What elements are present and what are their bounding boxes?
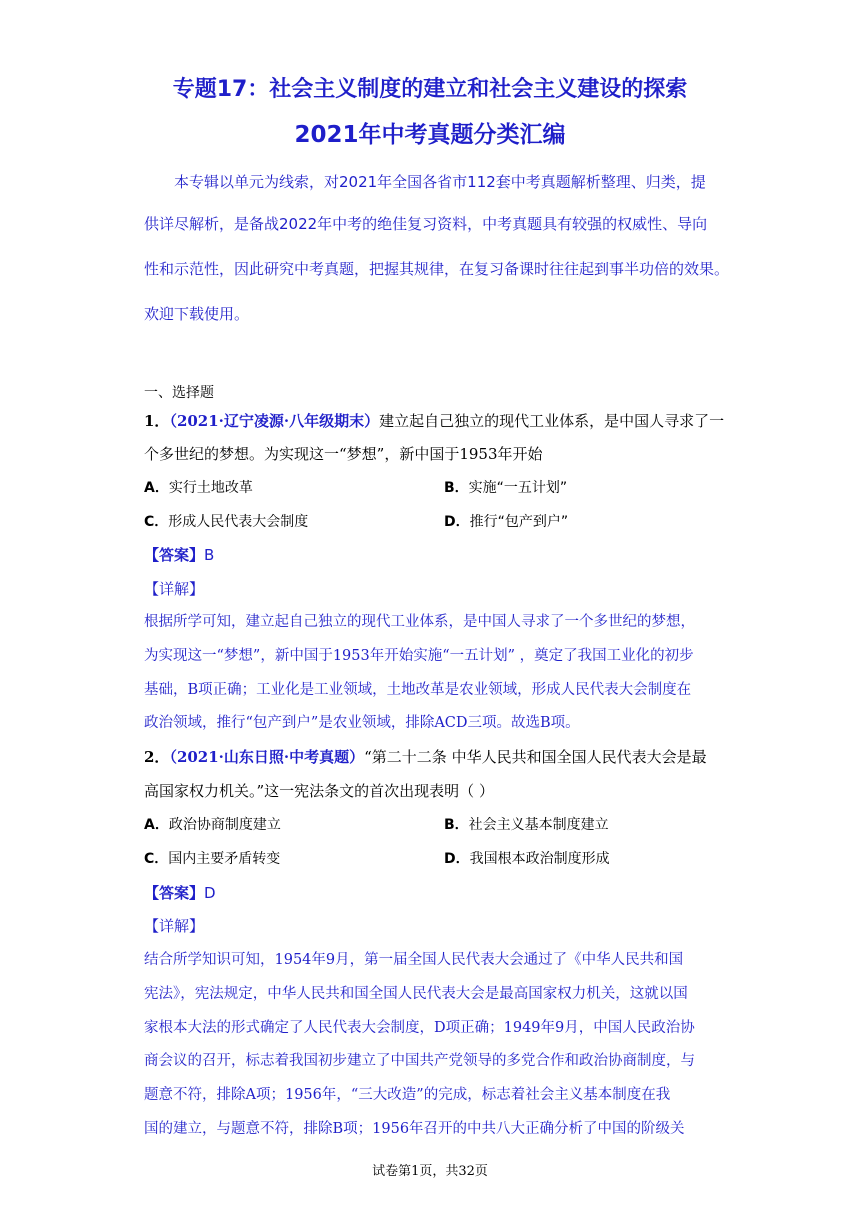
q1-detail-label: 【详解】: [144, 580, 205, 598]
option-text: 实施“一五计划”: [468, 480, 568, 496]
option-letter: A．: [144, 480, 169, 496]
question-stem-text: “第二十二条 中华人民共和国全国人民代表大会是最: [364, 748, 707, 766]
option-text: 实行土地改革: [168, 480, 253, 496]
q1-detail-line: 基础，B项正确；工业化是工业领域，土地改革是农业领域，形成人民代表大会制度在: [144, 682, 692, 698]
intro-line-1: 本专辑以单元为线索，对2021年全国各省市112套中考真题解析整理、归类，提: [174, 173, 706, 191]
option-text: 政治协商制度建立: [168, 817, 281, 833]
q2-option-b: [444, 815, 724, 835]
question-2-stem-cont: 高国家权力机关。”这一宪法条文的首次出现表明（ ）: [144, 782, 494, 800]
answer-label: 【答案】: [144, 546, 205, 564]
question-stem-text: 建立起自己独立的现代工业体系，是中国人寻求了一: [379, 412, 725, 430]
q2-detail-line: 国的建立，与题意不符，排除B项；1956年召开的中共八大正确分析了中国的阶级关: [144, 1121, 685, 1137]
q2-detail-line: 宪法》，宪法规定，中华人民共和国全国人民代表大会是最高国家权力机关，这就以国: [144, 986, 688, 1002]
q1-option-b: [444, 478, 724, 498]
option-letter: B．: [444, 480, 469, 496]
question-2-stem: [144, 747, 720, 767]
q2-detail-line: 商会议的召开，标志着我国初步建立了中国共产党领导的多党合作和政治协商制度，与: [144, 1053, 695, 1069]
intro-line-2: 供详尽解析，是备战2022年中考的绝佳复习资料，中考真题具有较强的权威性、导向: [144, 215, 708, 233]
q1-detail-line: 根据所学可知，建立起自己独立的现代工业体系，是中国人寻求了一个多世纪的梦想，: [144, 614, 695, 630]
answer-value: D: [204, 884, 216, 902]
document-title: 专题17：社会主义制度的建立和社会主义建设的探索: [172, 77, 688, 102]
option-letter: C．: [144, 514, 169, 530]
q2-detail-line: 结合所学知识可知，1954年9月，第一届全国人民代表大会通过了《中华人民共和国: [144, 952, 684, 968]
document-subtitle: 2021年中考真题分类汇编: [294, 122, 566, 148]
option-letter: A．: [144, 817, 169, 833]
question-1-stem: [144, 411, 725, 431]
intro-line-3: 性和示范性，因此研究中考真题，把握其规律，在复习备课时往往起到事半功倍的效果。: [144, 260, 730, 278]
option-text: 国内主要矛盾转变: [168, 851, 281, 867]
q2-detail-line: 家根本大法的形式确定了人民代表大会制度，D项正确；1949年9月，中国人民政治协: [144, 1020, 695, 1036]
option-text: 推行“包产到户”: [469, 514, 569, 530]
q2-option-d: [444, 849, 724, 869]
q1-answer: [144, 545, 720, 565]
option-letter: D．: [444, 851, 470, 867]
answer-value: B: [204, 546, 215, 564]
question-number: 1．: [144, 412, 170, 430]
option-letter: C．: [144, 851, 169, 867]
question-source: （2021·山东日照·中考真题）: [169, 748, 365, 766]
answer-label: 【答案】: [144, 884, 205, 902]
question-number: 2．: [144, 748, 170, 766]
q2-detail-line: 题意不符，排除A项；1956年，“三大改造”的完成，标志着社会主义基本制度在我: [144, 1087, 671, 1103]
question-1-stem-cont: 个多世纪的梦想。为实现这一“梦想”，新中国于1953年开始: [144, 445, 543, 463]
intro-line-4: 欢迎下载使用。: [144, 305, 250, 323]
q1-detail-line: 为实现这一“梦想”，新中国于1953年开始实施“一五计划” ，奠定了我国工业化的初步: [144, 648, 694, 664]
page-footer: 试卷第1页，共32页: [372, 1164, 488, 1179]
option-letter: D．: [444, 514, 470, 530]
section-heading: 一、选择题: [144, 385, 214, 401]
question-source: （2021·辽宁凌源·八年级期末）: [169, 412, 380, 430]
option-letter: B．: [444, 817, 469, 833]
q1-option-d: [444, 512, 724, 532]
q1-detail-line: 政治领域，推行“包产到户”是农业领域，排除ACD三项。故选B项。: [144, 715, 580, 731]
q2-answer: [144, 883, 720, 903]
option-text: 社会主义基本制度建立: [468, 817, 609, 833]
option-text: 我国根本政治制度形成: [469, 851, 610, 867]
option-text: 形成人民代表大会制度: [168, 514, 309, 530]
q2-detail-label: 【详解】: [144, 917, 205, 935]
